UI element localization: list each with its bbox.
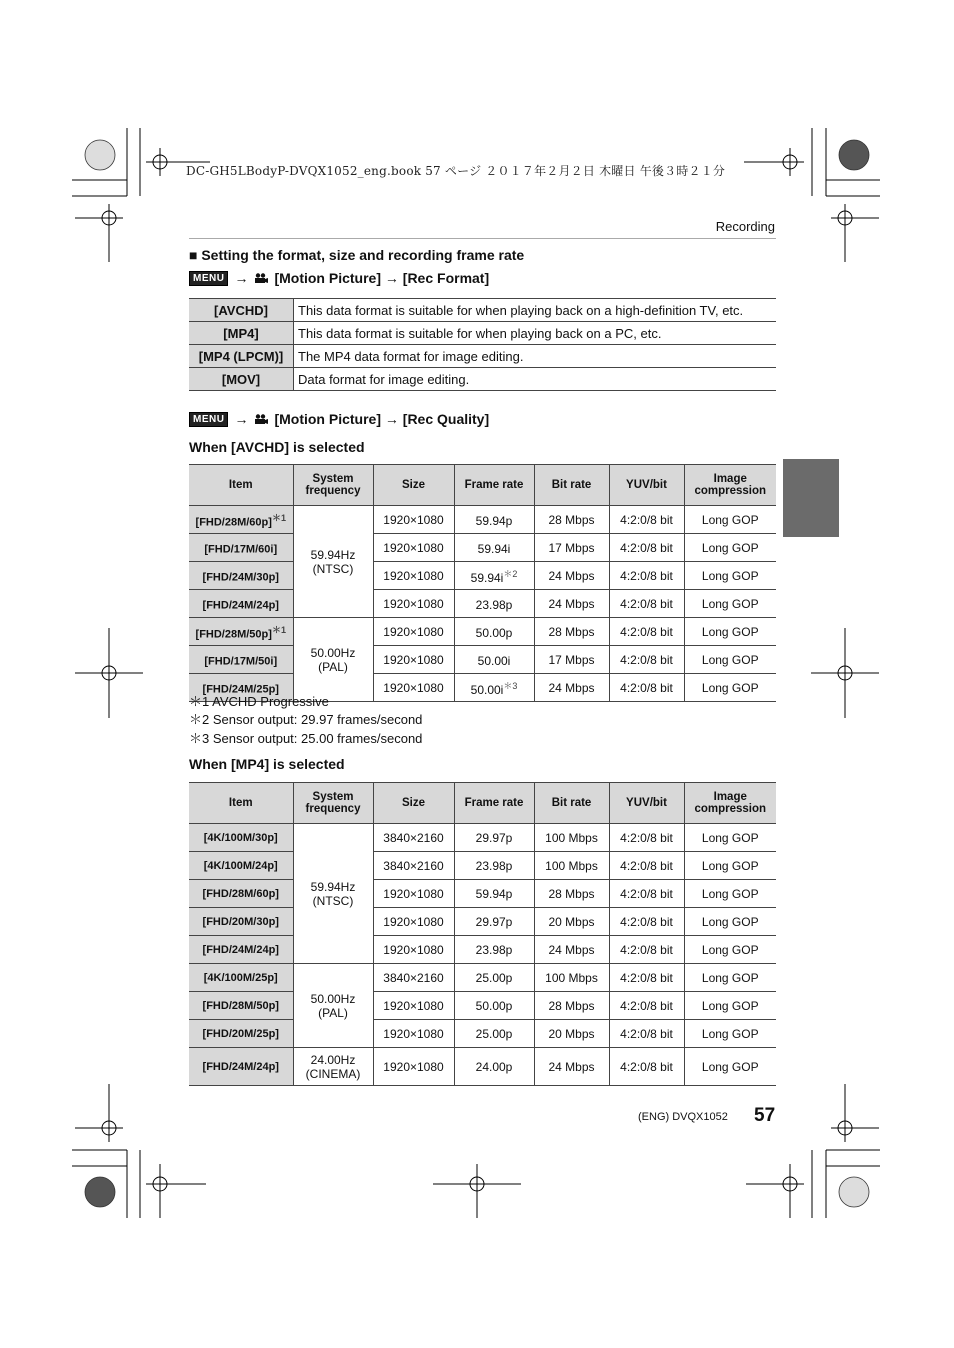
frame-rate-cell [454,590,534,618]
system-frequency: 50.00Hz (PAL) [293,964,373,1048]
bit-rate-cell: 24 Mbps [534,562,609,590]
frame-rate-cell [454,534,534,562]
frame-rate-value: 50.00p [475,625,513,640]
size-cell: 1920×1080 [373,674,454,702]
frame-rate-cell: 23.98p [454,852,534,880]
table-row [189,562,776,590]
item-cell: [FHD/20M/25p] [189,1020,293,1048]
column-header: YUV/bit [609,465,684,506]
compression-cell: Long GOP [684,618,776,646]
footnote-3: ＊3 Sensor output: 25.00 frames/second [189,731,423,746]
compression-cell: Long GOP [684,1048,776,1086]
size-cell: 1920×1080 [373,590,454,618]
rec-format-table [189,298,776,391]
item-cell: [4K/100M/24p] [189,852,293,880]
bit-rate-cell: 100 Mbps [534,964,609,992]
compression-cell: Long GOP [684,674,776,702]
table-row [189,618,776,646]
yuv-cell: 4:2:0/8 bit [609,562,684,590]
compression-cell: Long GOP [684,534,776,562]
format-key: [MP4] [189,322,294,345]
frame-rate-value: 23.98p [475,597,513,612]
bit-rate-cell: 28 Mbps [534,618,609,646]
column-header: Frame rate [454,783,534,824]
format-key: [MOV] [189,368,294,391]
column-header: Item [189,783,293,824]
compression-cell: Long GOP [684,1020,776,1048]
frame-rate-value: 59.94i [477,541,511,556]
table-row [189,964,776,992]
frame-rate-cell: 59.94p [454,880,534,908]
system-frequency: 24.00Hz (CINEMA) [293,1048,373,1086]
header-rule [189,238,776,239]
size-cell: 3840×2160 [373,824,454,852]
format-desc: This data format is suitable for when playing back on a PC, etc. [294,322,777,345]
book-header-line: DC-GH5LBodyP-DVQX1052_eng.book 57 ページ ２０１７年２月２日 木曜日 午後３時２１分 [186,164,726,178]
footnote-mark: ＊1 [271,624,286,635]
size-cell: 1920×1080 [373,992,454,1020]
motion-picture-icon [254,273,268,283]
compression-cell: Long GOP [684,880,776,908]
column-header: Size [373,465,454,506]
frame-rate-cell [454,618,534,646]
format-row [189,345,776,368]
table-row [189,590,776,618]
rec-format-menu-path [189,270,489,286]
bit-rate-cell: 28 Mbps [534,992,609,1020]
frame-rate-cell [454,506,534,534]
item-label: [FHD/28M/50p] [195,628,272,641]
table-row [189,936,776,964]
format-key: [MP4 (LPCM)] [189,345,294,368]
item-label: [FHD/24M/24p] [202,599,279,612]
bit-rate-cell: 28 Mbps [534,880,609,908]
size-cell: 1920×1080 [373,506,454,534]
yuv-cell: 4:2:0/8 bit [609,618,684,646]
yuv-cell: 4:2:0/8 bit [609,964,684,992]
format-row [189,322,776,345]
bit-rate-cell: 24 Mbps [534,1048,609,1086]
footnote-mark: ＊2 [503,568,518,579]
item-cell [189,562,293,590]
size-cell: 1920×1080 [373,936,454,964]
bit-rate-cell: 24 Mbps [534,674,609,702]
item-cell [189,534,293,562]
compression-cell: Long GOP [684,646,776,674]
frame-rate-cell [454,674,534,702]
compression-cell: Long GOP [684,852,776,880]
size-cell: 1920×1080 [373,908,454,936]
size-cell: 1920×1080 [373,618,454,646]
bit-rate-cell: 24 Mbps [534,590,609,618]
bit-rate-cell: 100 Mbps [534,824,609,852]
frame-rate-value: 59.94p [475,513,513,528]
chapter-tab [783,459,839,537]
yuv-cell: 4:2:0/8 bit [609,590,684,618]
yuv-cell: 4:2:0/8 bit [609,506,684,534]
size-cell: 1920×1080 [373,1020,454,1048]
item-cell [189,590,293,618]
rec-quality-menu-path [189,411,489,427]
yuv-cell: 4:2:0/8 bit [609,936,684,964]
footnote-2: ＊2 Sensor output: 29.97 frames/second [189,712,423,727]
column-header: Bit rate [534,783,609,824]
table-row [189,824,776,852]
size-cell: 1920×1080 [373,562,454,590]
table-row [189,880,776,908]
compression-cell: Long GOP [684,506,776,534]
yuv-cell: 4:2:0/8 bit [609,908,684,936]
column-header: YUV/bit [609,783,684,824]
format-desc: Data format for image editing. [294,368,777,391]
bit-rate-cell: 24 Mbps [534,936,609,964]
size-cell: 1920×1080 [373,534,454,562]
size-cell: 1920×1080 [373,880,454,908]
format-row [189,299,776,322]
yuv-cell: 4:2:0/8 bit [609,646,684,674]
avchd-quality-table [189,464,776,702]
column-header: Bit rate [534,465,609,506]
table-row [189,852,776,880]
menu-icon: MENU [189,412,228,427]
compression-cell: Long GOP [684,590,776,618]
size-cell: 1920×1080 [373,646,454,674]
frame-rate-value: 50.00i [477,653,511,668]
table-row [189,908,776,936]
item-cell [189,506,293,534]
footer-code: (ENG) DVQX1052 [638,1111,728,1123]
item-cell [189,618,293,646]
bit-rate-cell: 17 Mbps [534,534,609,562]
size-cell: 3840×2160 [373,852,454,880]
frame-rate-value: 50.00i [470,682,504,697]
rec-format-label: [Motion Picture] → [Rec Format] [274,270,490,286]
frame-rate-value: 59.94i [470,570,504,585]
format-desc: The MP4 data format for image editing. [294,345,777,368]
item-cell: [FHD/28M/60p] [189,880,293,908]
column-header: System frequency [293,465,373,506]
avchd-heading: When [AVCHD] is selected [189,439,365,455]
table-row [189,646,776,674]
frame-rate-cell: 50.00p [454,992,534,1020]
page-number: 57 [754,1105,776,1126]
frame-rate-cell: 29.97p [454,824,534,852]
section-title: ■ Setting the format, size and recording frame rate [189,247,525,263]
arrow: → [234,270,249,286]
item-label: [FHD/24M/25p] [202,683,279,696]
frame-rate-cell: 23.98p [454,936,534,964]
bit-rate-cell: 100 Mbps [534,852,609,880]
section-label: Recording [715,219,775,234]
yuv-cell: 4:2:0/8 bit [609,852,684,880]
compression-cell: Long GOP [684,992,776,1020]
menu-icon: MENU [189,271,228,286]
frame-rate-cell: 29.97p [454,908,534,936]
system-frequency: 50.00Hz (PAL) [293,618,373,702]
bit-rate-cell: 20 Mbps [534,1020,609,1048]
yuv-cell: 4:2:0/8 bit [609,824,684,852]
yuv-cell: 4:2:0/8 bit [609,534,684,562]
column-header: Image compression [684,465,776,506]
mp4-quality-table [189,782,776,1086]
footnote-1: ＊1 AVCHD Progressive [189,694,329,709]
format-row [189,368,776,391]
compression-cell: Long GOP [684,824,776,852]
frame-rate-cell: 25.00p [454,1020,534,1048]
frame-rate-cell: 25.00p [454,964,534,992]
mp4-heading: When [MP4] is selected [189,756,345,772]
column-header: Size [373,783,454,824]
item-cell [189,646,293,674]
item-label: [FHD/17M/50i] [204,655,278,668]
frame-rate-cell [454,562,534,590]
item-label: [FHD/24M/30p] [202,571,279,584]
size-cell: 3840×2160 [373,964,454,992]
yuv-cell: 4:2:0/8 bit [609,674,684,702]
size-cell: 1920×1080 [373,1048,454,1086]
item-label: [FHD/17M/60i] [204,543,278,556]
column-header: Image compression [684,783,776,824]
format-desc: This data format is suitable for when playing back on a high-definition TV, etc. [294,299,777,322]
frame-rate-cell [454,646,534,674]
table-row [189,506,776,534]
item-label: [FHD/28M/60p] [195,516,272,529]
table-row [189,1020,776,1048]
yuv-cell: 4:2:0/8 bit [609,880,684,908]
bit-rate-cell: 28 Mbps [534,506,609,534]
yuv-cell: 4:2:0/8 bit [609,1048,684,1086]
table-row [189,1048,776,1086]
item-cell: [FHD/24M/24p] [189,936,293,964]
item-cell: [4K/100M/30p] [189,824,293,852]
system-frequency: 59.94Hz (NTSC) [293,824,373,964]
column-header: Frame rate [454,465,534,506]
system-frequency: 59.94Hz (NTSC) [293,506,373,618]
bit-rate-cell: 17 Mbps [534,646,609,674]
footnote-mark: ＊1 [271,512,286,523]
compression-cell: Long GOP [684,936,776,964]
table-row [189,534,776,562]
table-row [189,992,776,1020]
item-cell: [4K/100M/25p] [189,964,293,992]
yuv-cell: 4:2:0/8 bit [609,992,684,1020]
motion-picture-icon [254,414,268,424]
yuv-cell: 4:2:0/8 bit [609,1020,684,1048]
compression-cell: Long GOP [684,562,776,590]
rec-quality-label: [Motion Picture] → [Rec Quality] [274,411,490,427]
item-cell: [FHD/28M/50p] [189,992,293,1020]
bit-rate-cell: 20 Mbps [534,908,609,936]
frame-rate-cell: 24.00p [454,1048,534,1086]
item-cell: [FHD/20M/30p] [189,908,293,936]
column-header: System frequency [293,783,373,824]
arrow: → [234,411,249,427]
compression-cell: Long GOP [684,908,776,936]
footnote-mark: ＊3 [503,680,518,691]
compression-cell: Long GOP [684,964,776,992]
format-key: [AVCHD] [189,299,294,322]
column-header: Item [189,465,293,506]
item-cell: [FHD/24M/24p] [189,1048,293,1086]
